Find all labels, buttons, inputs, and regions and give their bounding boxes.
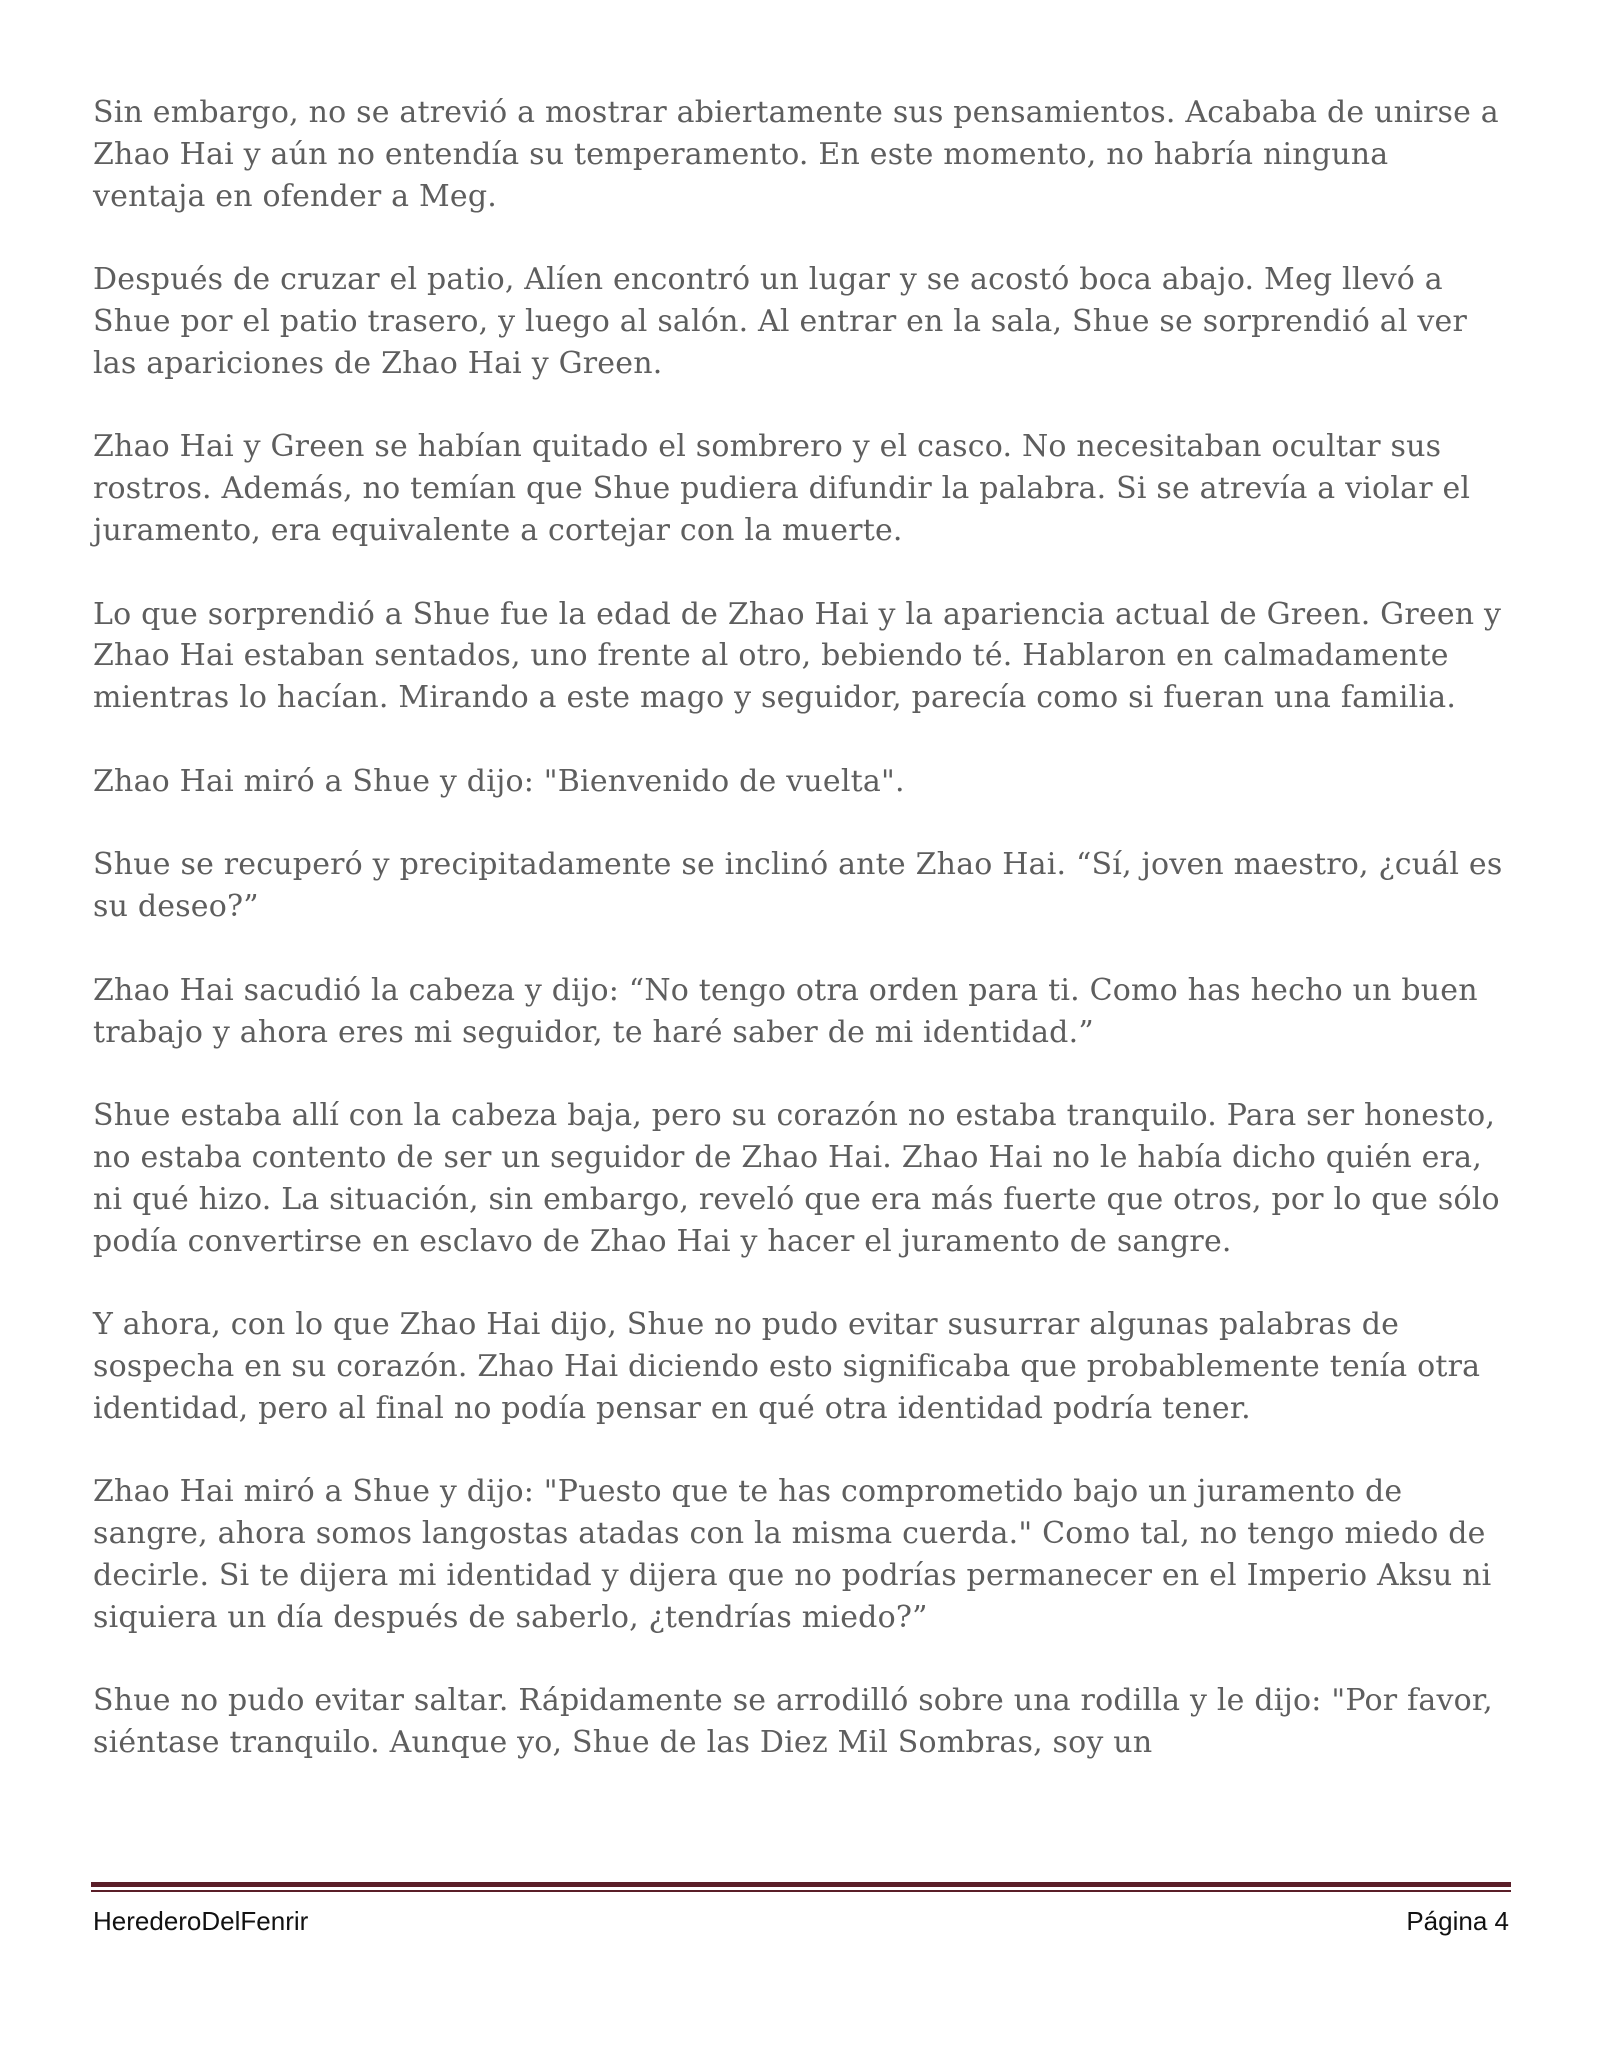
paragraph: Después de cruzar el patio, Alíen encontró un lugar y se acostó boca abajo. Meg llevó a Shue por el patio trasero, y luego al salón. Al entrar en la sala, Shue se sorprendió al ver las apariciones de Zhao Hai y Green. [93,262,1467,381]
footer-page-number: Página 4 [1406,1906,1509,1936]
paragraph: Zhao Hai miró a Shue y dijo: "Puesto que te has comprometido bajo un juramento de sangre, ahora somos langostas atadas con la misma cuerda." Como tal, no tengo miedo de decirle. Si te dijera mi identidad y dijera que no podrías permanecer en el Imperio Aksu ni siquiera un día después de saberlo, ¿tendrías miedo?” [93,1474,1492,1635]
paragraph: Zhao Hai sacudió la cabeza y dijo: “No tengo otra orden para ti. Como has hecho un buen trabajo y ahora eres mi seguidor, te haré saber de mi identidad.” [93,972,1478,1050]
footer-author: HerederoDelFenrir [93,1906,309,1936]
paragraph: Sin embargo, no se atrevió a mostrar abiertamente sus pensamientos. Acababa de unirse a Zhao Hai y aún no entendía su temperamento. En este momento, no habría ninguna ventaja en ofender a Meg. [93,95,1499,214]
page-footer [93,1906,1509,1937]
footer-divider-thin [91,1890,1511,1892]
paragraph: Zhao Hai miró a Shue y dijo: "Bienvenido de vuelta". [93,763,905,799]
paragraph: Shue se recuperó y precipitadamente se inclinó ante Zhao Hai. “Sí, joven maestro, ¿cuál es su deseo?” [93,847,1503,925]
paragraph: Lo que sorprendió a Shue fue la edad de Zhao Hai y la apariencia actual de Green. Green y Zhao Hai estaban sentados, uno frente al otro, bebiendo té. Hablaron en calmadamente mientras lo hacían. Mirando a este mago y seguidor, parecía como si fueran una familia. [93,596,1502,716]
paragraph: Y ahora, con lo que Zhao Hai dijo, Shue no pudo evitar susurrar algunas palabras de sospecha en su corazón. Zhao Hai diciendo esto significaba que probablemente tenía otra identidad, pero al final no podía pensar en qué otra identidad podría tener. [93,1307,1481,1426]
paragraph: Shue estaba allí con la cabeza baja, pero su corazón no estaba tranquilo. Para ser honesto, no estaba contento de ser un seguidor de Zhao Hai. Zhao Hai no le había dicho quién era, ni qué hizo. La situación, sin embargo, reveló que era más fuerte que otros, por lo que sólo podía convertirse en esclavo de Zhao Hai y hacer el juramento de sangre. [93,1098,1500,1259]
paragraph: Shue no pudo evitar saltar. Rápidamente se arrodilló sobre una rodilla y le dijo: "Por favor, siéntase tranquilo. Aunque yo, Shue de las Diez Mil Sombras, soy un [93,1683,1493,1761]
paragraph: Zhao Hai y Green se habían quitado el sombrero y el casco. No necesitaban ocultar sus rostros. Además, no temían que Shue pudiera difundir la palabra. Si se atrevía a violar el juramento, era equivalente a cortejar con la muerte. [93,429,1471,548]
footer-divider-thick [91,1882,1511,1887]
body-text [93,92,1509,1806]
